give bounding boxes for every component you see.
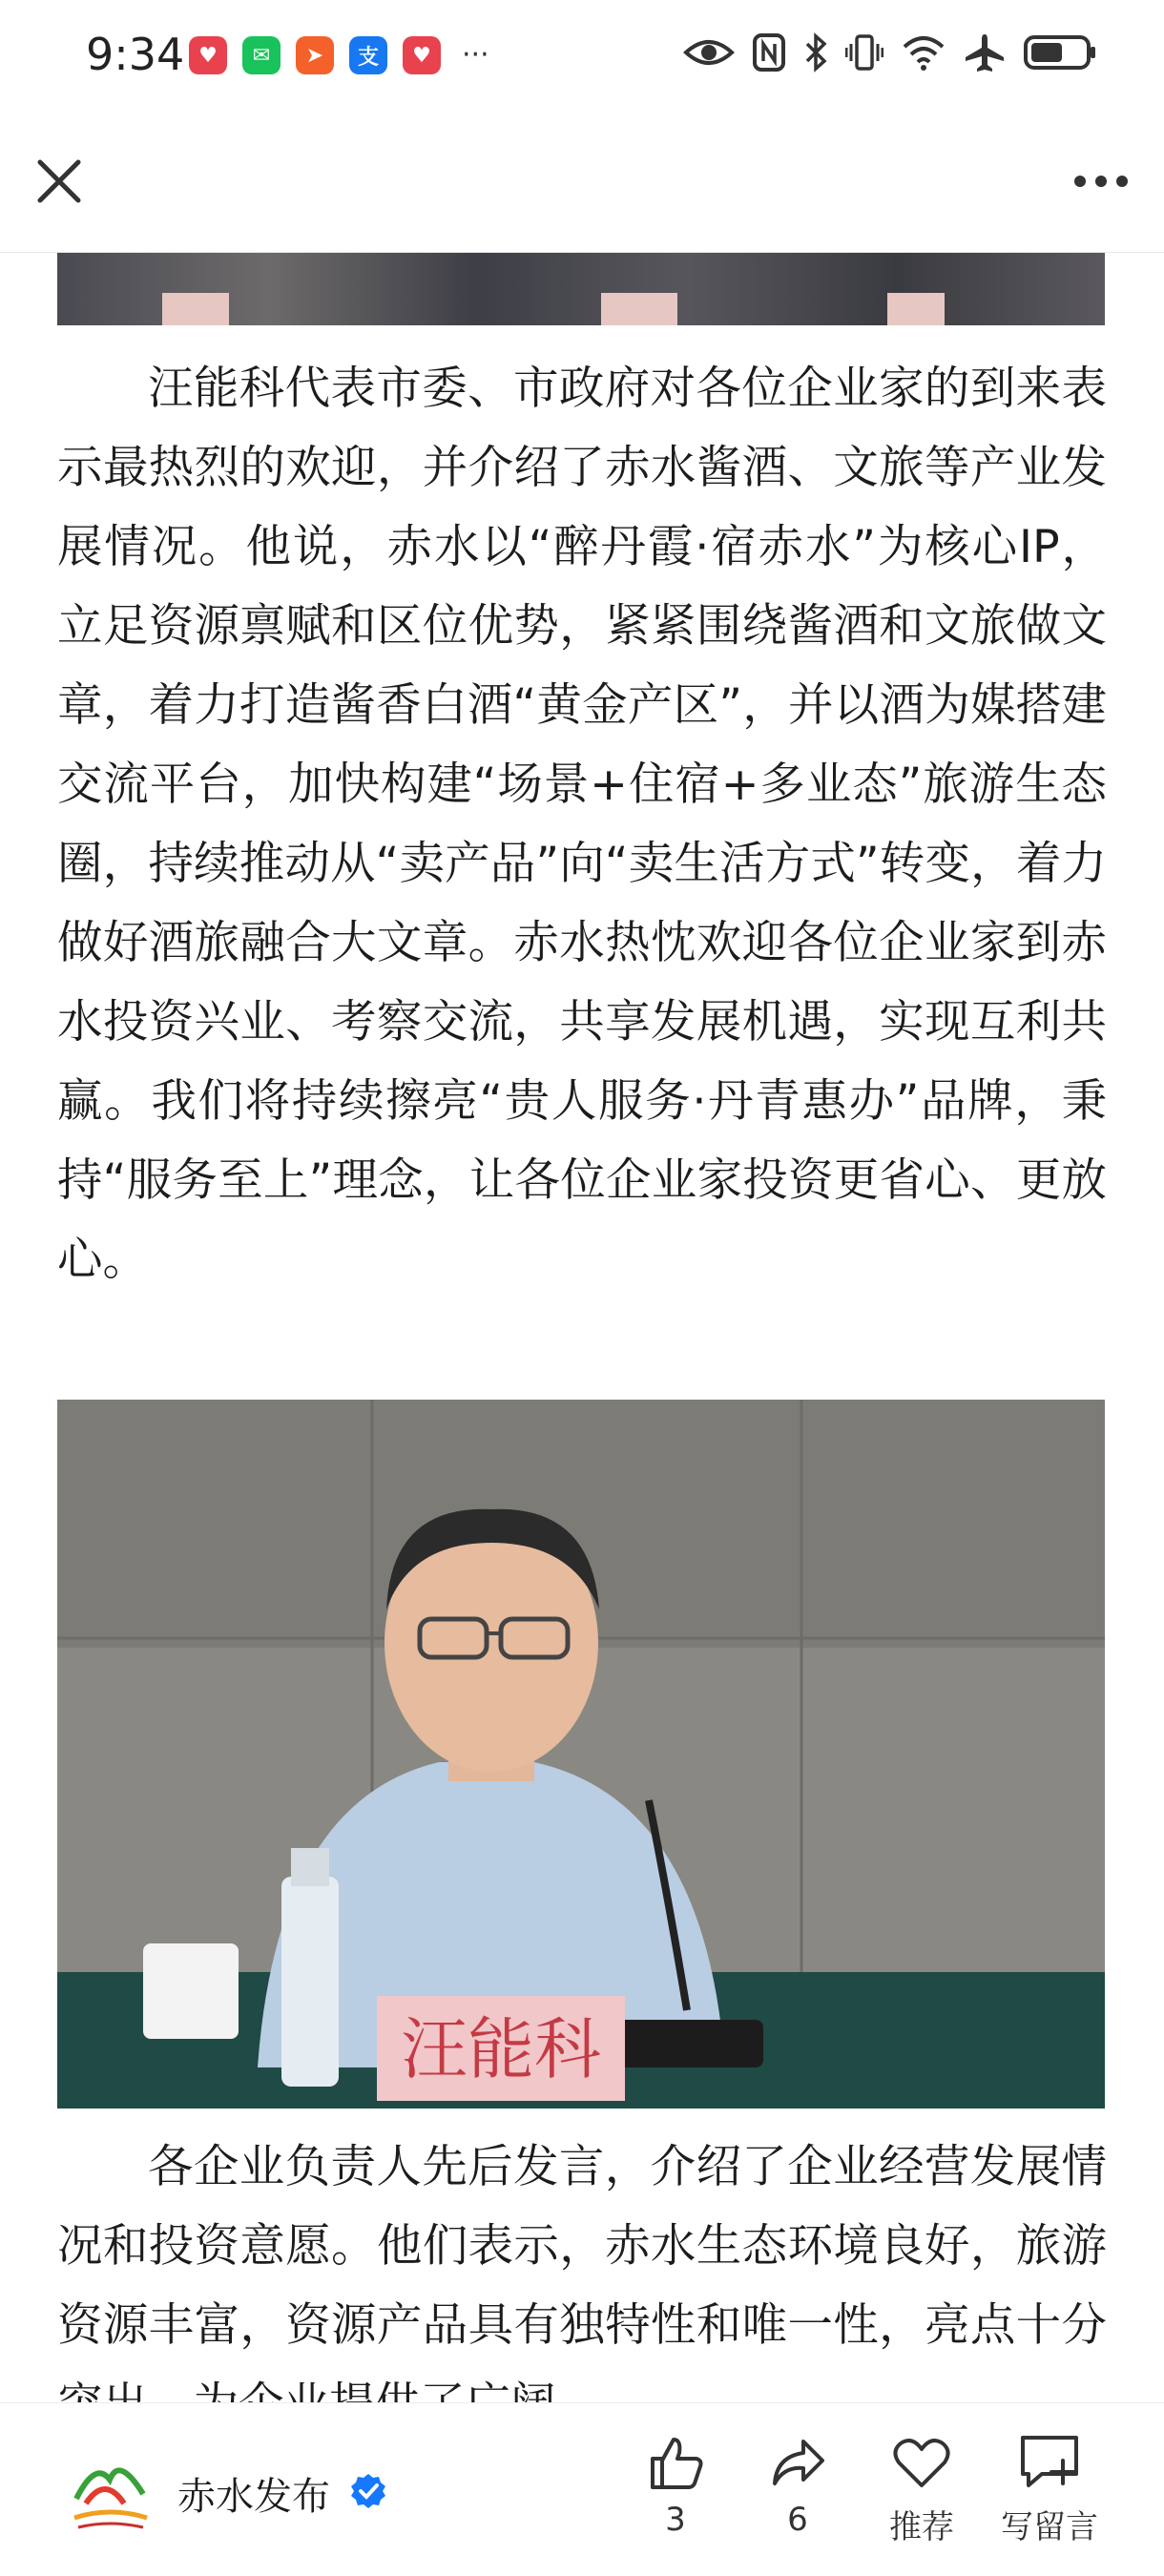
bottom-action-bar — [0, 2402, 1164, 2576]
name-card — [887, 293, 945, 325]
huawei-app-icon: ♥ — [403, 36, 441, 74]
share-arrow-icon — [767, 2432, 828, 2493]
bluetooth-icon — [803, 32, 828, 73]
share-count: 6 — [787, 2501, 808, 2539]
heart-icon — [891, 2432, 952, 2493]
vibrate-icon — [845, 32, 883, 73]
system-icons — [683, 32, 1097, 73]
speaker-photo — [57, 1400, 1105, 2109]
airplane-mode-icon — [964, 32, 1006, 73]
write-comment-label: 写留言 — [1001, 2508, 1098, 2546]
article-paragraph: 各企业负责人先后发言，介绍了企业经营发展情况和投资意愿。他们表示，赤水生态环境良好，旅游资源丰富，资源产品具有独特性和唯一性，亮点十分 — [57, 2141, 1107, 2352]
comment-add-icon — [1017, 2432, 1082, 2493]
status-time: 9:34 — [86, 29, 185, 80]
nameplate-text: 汪能科 — [401, 2010, 601, 2088]
eye-icon — [683, 33, 735, 72]
name-card — [162, 293, 229, 325]
more-notifications-icon: ··· — [462, 38, 489, 72]
status-bar — [0, 0, 1164, 114]
more-options-button[interactable] — [1072, 162, 1130, 200]
nfc-icon — [752, 32, 786, 73]
article-paragraph: 汪能科代表市委、市政府对各位企业家的到来表示最热烈的欢迎，并介绍了赤水酱酒、文旅等产业发展情况。他说，赤水以“醉丹霞·宿赤水”为核心IP，立足资源禀赋和区位优势，紧紧围绕酱酒和文旅做文章，着力打造酱香白酒“黄金产区”，并以酒为媒搭建交流平台，加快构建“场景+住宿+多业态”旅游生态圈，持续推动从“卖产品”向“卖生活方式”转变，着力做好酒旅融合大文章。赤水热忱欢迎各位企业家到赤水投资兴业、考察交流，共享发展机遇，实现互利共赢。我们将持续擦亮“贵人服务·丹青惠办”品牌，秉持“服务至上”理念，让各位企业家投资更省心、更放心。 — [57, 363, 1107, 1286]
verified-badge-icon — [349, 2472, 387, 2510]
battery-icon — [1023, 33, 1097, 72]
speaker-photo-illustration — [57, 1400, 1105, 2109]
chishui-logo-icon — [67, 2451, 153, 2537]
account-logo[interactable] — [67, 2451, 153, 2537]
recommend-label: 推荐 — [889, 2508, 954, 2546]
article-top-nav — [0, 114, 1164, 253]
write-comment-button[interactable] — [992, 2432, 1107, 2547]
name-card — [601, 293, 677, 325]
close-icon — [34, 156, 84, 206]
recommend-button[interactable] — [864, 2432, 979, 2547]
alipay-icon: 支 — [349, 36, 387, 74]
thumbs-up-icon — [645, 2432, 706, 2493]
share-button[interactable] — [740, 2432, 855, 2539]
huawei-app-icon: ♥ — [189, 36, 227, 74]
like-button[interactable] — [618, 2432, 733, 2539]
close-button[interactable] — [34, 156, 84, 206]
meeting-photo-cropped — [57, 253, 1105, 325]
wifi-icon — [901, 33, 946, 72]
more-dots-icon — [1072, 162, 1130, 200]
like-count: 3 — [665, 2501, 686, 2539]
wechat-icon: ✉ — [242, 36, 281, 74]
account-name[interactable]: 赤水发布 — [177, 2475, 330, 2519]
message-app-icon: ➤ — [296, 36, 334, 74]
notification-icons — [189, 36, 489, 74]
